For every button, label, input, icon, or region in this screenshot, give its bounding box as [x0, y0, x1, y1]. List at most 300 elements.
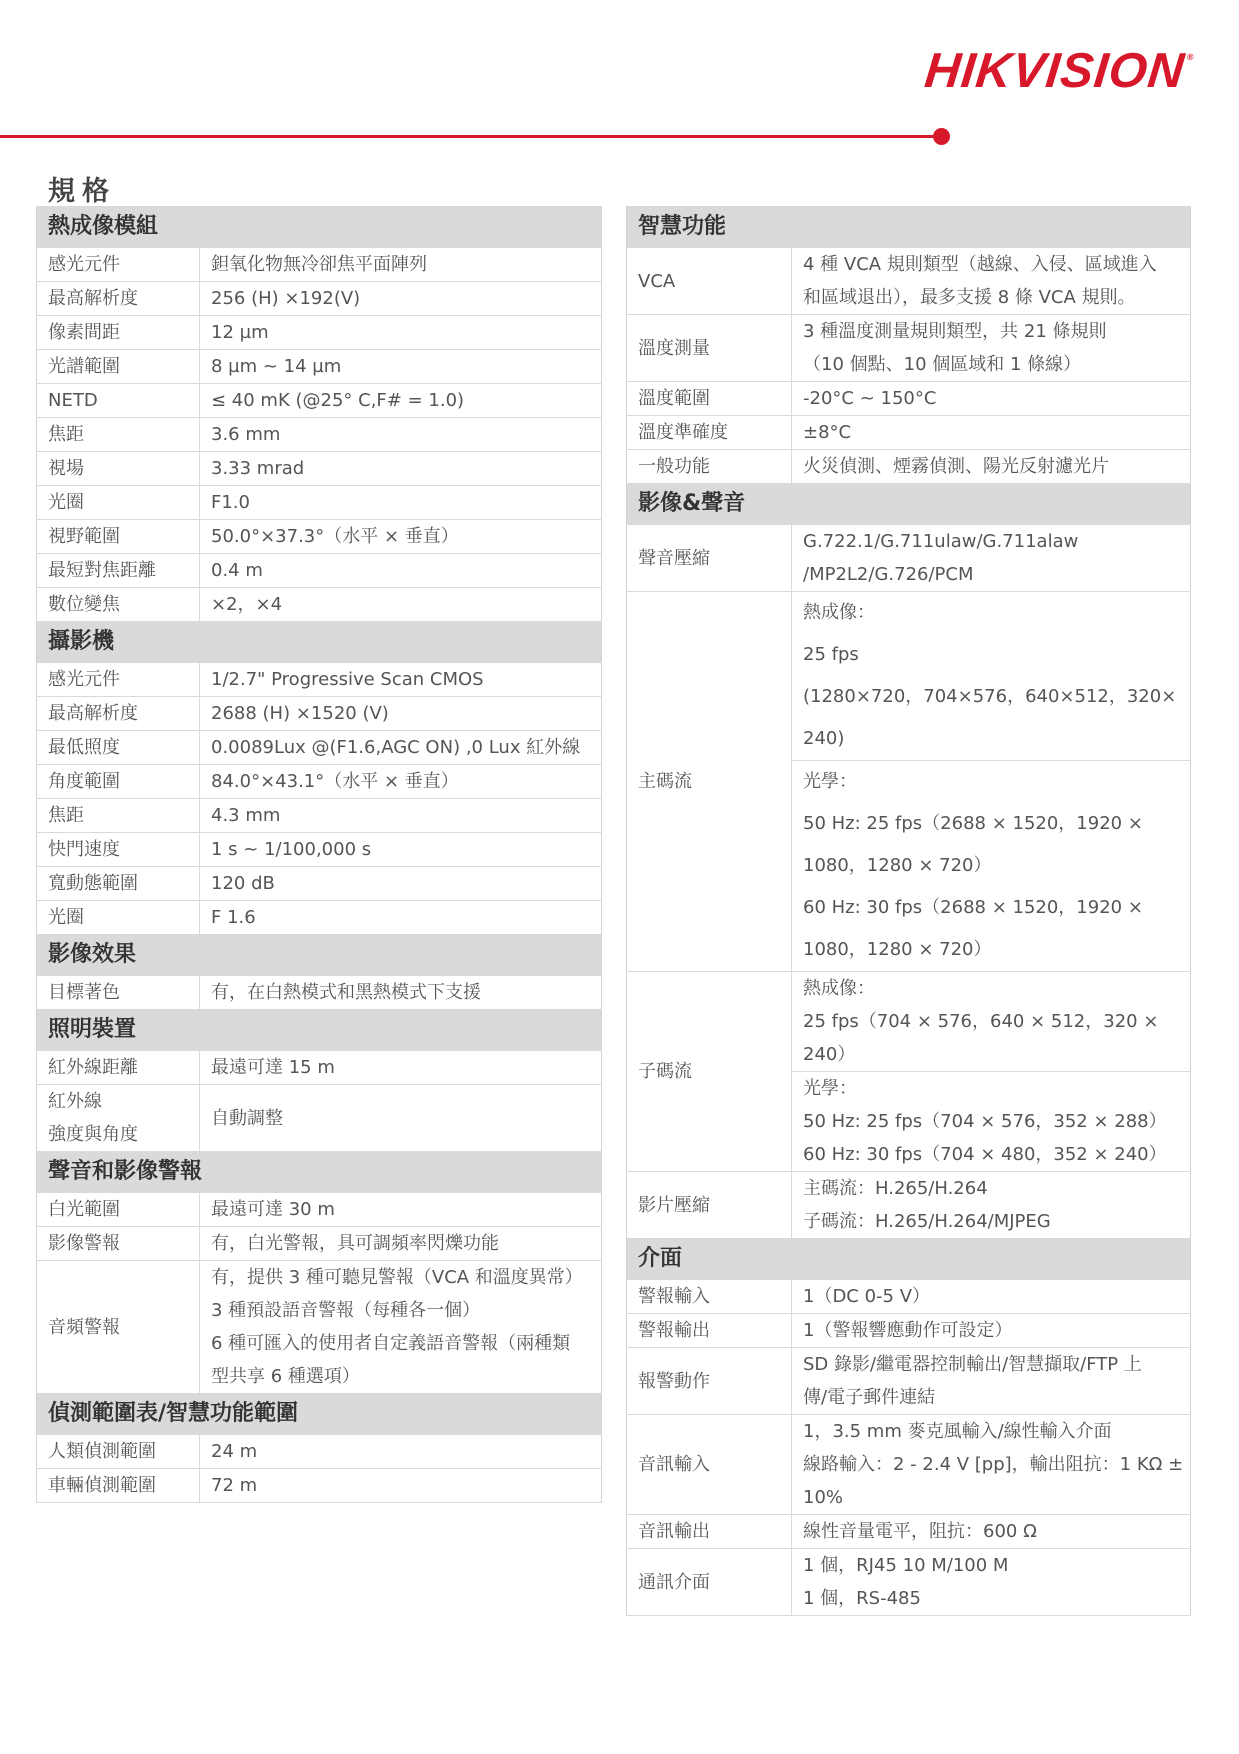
spec-value — [792, 1515, 1191, 1549]
spec-row — [37, 520, 602, 554]
header-rule — [0, 135, 933, 138]
spec-value-line: ≤ 40 mK (@25° C,F# = 1.0) — [211, 390, 465, 411]
spec-value-group — [792, 1172, 1190, 1238]
spec-label-line: 目標著色 — [48, 982, 120, 1003]
spec-value-group — [200, 1469, 601, 1502]
spec-label-line: 溫度範圍 — [638, 388, 710, 409]
spec-value-group — [792, 382, 1190, 415]
spec-row — [37, 1227, 602, 1261]
spec-value-line: ×2，×4 — [211, 594, 283, 615]
spec-label — [627, 248, 792, 315]
spec-value-line: 60 Hz: 30 fps（2688 × 1520，1920 × — [803, 897, 1143, 918]
spec-value — [200, 282, 602, 316]
spec-value-line: 1080，1280 × 720） — [803, 855, 992, 876]
spec-value-line: 最遠可達 15 m — [211, 1057, 335, 1078]
spec-value-group — [200, 1261, 601, 1393]
spec-value-line: 3 種溫度測量規則類型，共 21 條規則 — [803, 321, 1107, 342]
spec-value — [792, 1172, 1191, 1239]
spec-value-line: 1，3.5 mm 麥克風輸入/線性輸入介面 — [803, 1421, 1112, 1442]
spec-value-line: 有，在白熱模式和黑熱模式下支援 — [211, 982, 481, 1003]
spec-label-line: NETD — [48, 390, 98, 411]
spec-row — [627, 1280, 1191, 1314]
spec-value-group — [200, 350, 601, 383]
spec-value — [200, 520, 602, 554]
spec-value-line: 3.6 mm — [211, 424, 281, 445]
spec-row — [37, 554, 602, 588]
spec-row — [37, 799, 602, 833]
spec-row — [627, 1415, 1191, 1515]
spec-value-line: 1 個，RJ45 10 M/100 M — [803, 1555, 1009, 1576]
spec-label — [37, 418, 200, 452]
spec-row — [37, 697, 602, 731]
spec-label — [627, 1280, 792, 1314]
spec-label — [627, 382, 792, 416]
spec-row — [37, 316, 602, 350]
spec-value-group — [792, 972, 1190, 1071]
spec-value-group — [200, 765, 601, 798]
spec-value-group — [792, 1415, 1190, 1514]
spec-row — [37, 452, 602, 486]
spec-value-line: 和區域退出），最多支援 8 條 VCA 規則。 — [803, 287, 1136, 308]
spec-label-line: 溫度測量 — [638, 337, 710, 359]
spec-value — [200, 1193, 602, 1227]
spec-value-line: 24 m — [211, 1441, 258, 1462]
spec-row — [37, 976, 602, 1010]
spec-value-group — [200, 1193, 601, 1226]
spec-value — [792, 1348, 1191, 1415]
spec-value-group — [200, 452, 601, 485]
spec-value-line: 0.0089Lux @(F1.6,AGC ON) ,0 Lux 紅外線 — [211, 737, 581, 758]
spec-value-group — [200, 248, 601, 281]
spec-label-line: 快門速度 — [48, 839, 120, 860]
spec-value — [200, 248, 602, 282]
spec-row — [627, 1348, 1191, 1415]
spec-value-line: F1.0 — [211, 492, 250, 513]
spec-label-line: 白光範圍 — [48, 1199, 120, 1220]
spec-label-line: 視野範圍 — [48, 526, 120, 547]
spec-value-line: 型共享 6 種選項） — [211, 1366, 360, 1387]
section-title: 影像效果 — [37, 935, 602, 976]
spec-value — [200, 1469, 602, 1503]
spec-value-line: 50 Hz: 25 fps（2688 × 1520，1920 × — [803, 813, 1143, 834]
spec-value-line: 傳/電子郵件連結 — [803, 1387, 936, 1408]
spec-value — [200, 1435, 602, 1469]
spec-value-group — [792, 1071, 1190, 1171]
spec-value — [200, 588, 602, 622]
spec-value — [792, 1415, 1191, 1515]
spec-value-group — [200, 867, 601, 900]
spec-value-group — [200, 282, 601, 315]
spec-row — [627, 1549, 1191, 1616]
spec-value-line: -20°C ~ 150°C — [803, 388, 937, 409]
section-title: 影像&聲音 — [627, 484, 1191, 525]
section-title: 聲音和影像警報 — [37, 1152, 602, 1193]
spec-label-line: 通訊介面 — [638, 1571, 710, 1593]
spec-label-line: 感光元件 — [48, 254, 120, 275]
spec-value — [200, 833, 602, 867]
spec-row — [627, 1515, 1191, 1549]
spec-label-line: VCA — [638, 270, 676, 292]
spec-value-line: 50 Hz: 25 fps（704 × 576，352 × 288） — [803, 1111, 1167, 1132]
section-header — [627, 1239, 1191, 1280]
spec-value-group — [200, 1227, 601, 1260]
spec-value-line: 光學： — [803, 771, 857, 792]
spec-value-line: SD 錄影/繼電器控制輸出/智慧擷取/FTP 上 — [803, 1354, 1142, 1375]
spec-value-line: 熱成像： — [803, 602, 875, 623]
section-header — [37, 207, 602, 248]
section-header — [37, 1010, 602, 1051]
spec-label-line: 車輛偵測範圍 — [48, 1475, 156, 1496]
spec-value-line: 0.4 m — [211, 560, 263, 581]
spec-value — [200, 867, 602, 901]
spec-value-group — [792, 592, 1190, 760]
spec-value-group — [792, 450, 1190, 483]
spec-value-line: 25 fps — [803, 644, 859, 665]
section-header — [37, 622, 602, 663]
spec-label — [37, 452, 200, 486]
spec-value-line: （10 個點、10 個區域和 1 條線） — [803, 354, 1082, 375]
spec-label-line: 角度範圍 — [48, 771, 120, 792]
spec-label — [37, 901, 200, 935]
spec-value-line: 鉭氧化物無冷卻焦平面陣列 — [211, 254, 427, 275]
spec-row — [627, 972, 1191, 1172]
spec-label — [627, 1515, 792, 1549]
spec-value-line: 線路輸入：2 - 2.4 V [pp]，輸出阻抗：1 KΩ ± — [803, 1454, 1184, 1475]
spec-label — [37, 1193, 200, 1227]
spec-label — [37, 697, 200, 731]
spec-value-group — [200, 799, 601, 832]
spec-label — [37, 316, 200, 350]
spec-value-group — [200, 486, 601, 519]
spec-value-line: 1080，1280 × 720） — [803, 939, 992, 960]
spec-label — [627, 592, 792, 972]
spec-row — [627, 592, 1191, 972]
spec-value-line: 2688 (H) ×1520 (V) — [211, 703, 389, 724]
spec-row — [627, 248, 1191, 315]
spec-label-line: 影像警報 — [48, 1233, 120, 1254]
section-header — [627, 484, 1191, 525]
spec-value-line: (1280×720，704×576，640×512，320× — [803, 686, 1177, 707]
section-title: 偵測範圍表/智慧功能範圍 — [37, 1394, 602, 1435]
spec-label-line: 強度與角度 — [48, 1124, 138, 1145]
spec-label — [627, 315, 792, 382]
section-header — [37, 935, 602, 976]
spec-value-line: 6 種可匯入的使用者自定義語音警報（兩種類 — [211, 1333, 571, 1354]
spec-value-group — [792, 1549, 1190, 1615]
spec-value-group — [200, 554, 601, 587]
spec-label-line: 最短對焦距離 — [48, 560, 156, 581]
spec-value-line: 有，白光警報，具可調頻率閃爍功能 — [211, 1233, 499, 1254]
spec-value-group — [792, 760, 1190, 971]
spec-value-group — [200, 1435, 601, 1468]
spec-label-line: 警報輸入 — [638, 1286, 710, 1307]
spec-row — [627, 416, 1191, 450]
spec-table-right — [626, 206, 1191, 1616]
spec-row — [37, 1085, 602, 1152]
spec-value-line: 60 Hz: 30 fps（704 × 480，352 × 240） — [803, 1144, 1167, 1165]
spec-value-line: /MP2L2/G.726/PCM — [803, 564, 974, 585]
spec-value-line: 1/2.7" Progressive Scan CMOS — [211, 669, 484, 690]
spec-value-line: 光學： — [803, 1078, 857, 1099]
spec-row — [37, 1193, 602, 1227]
spec-label — [37, 799, 200, 833]
spec-value-line: 最遠可達 30 m — [211, 1199, 335, 1220]
spec-label-line: 音訊輸出 — [638, 1521, 710, 1542]
spec-label — [627, 1549, 792, 1616]
spec-value — [792, 972, 1191, 1172]
spec-row — [37, 282, 602, 316]
spec-value-line: 256 (H) ×192(V) — [211, 288, 361, 309]
spec-label — [37, 1085, 200, 1152]
spec-label — [37, 384, 200, 418]
spec-value-line: 120 dB — [211, 873, 275, 894]
spec-label — [37, 554, 200, 588]
spec-value — [200, 976, 602, 1010]
spec-row — [37, 486, 602, 520]
spec-value — [200, 765, 602, 799]
spec-value-group — [792, 1348, 1190, 1414]
spec-value — [792, 450, 1191, 484]
spec-label — [37, 976, 200, 1010]
spec-label — [627, 450, 792, 484]
spec-label-line: 音訊輸入 — [638, 1454, 710, 1475]
spec-value — [200, 486, 602, 520]
spec-label-line: 紅外線距離 — [48, 1057, 138, 1078]
spec-label — [37, 486, 200, 520]
spec-value-line: 熱成像： — [803, 978, 875, 999]
spec-value-group — [792, 315, 1190, 381]
spec-row — [37, 1051, 602, 1085]
spec-label-line: 報警動作 — [638, 1370, 710, 1392]
spec-label — [627, 525, 792, 592]
section-title: 攝影機 — [37, 622, 602, 663]
spec-value-group — [792, 525, 1190, 591]
spec-value — [792, 315, 1191, 382]
spec-value-line: 50.0°×37.3°（水平 × 垂直） — [211, 526, 459, 547]
spec-label-line: 一般功能 — [638, 456, 710, 477]
spec-label-line: 主碼流 — [638, 770, 692, 792]
spec-value-line: 84.0°×43.1°（水平 × 垂直） — [211, 771, 459, 792]
spec-value — [792, 382, 1191, 416]
spec-value-group — [200, 697, 601, 730]
spec-label-line: 像素間距 — [48, 322, 120, 343]
spec-value — [200, 554, 602, 588]
spec-value — [792, 416, 1191, 450]
spec-value — [200, 697, 602, 731]
spec-value-line: 子碼流：H.265/H.264/MJPEG — [803, 1211, 1051, 1232]
spec-value-line: 10% — [803, 1487, 844, 1508]
spec-row — [627, 382, 1191, 416]
spec-value-group — [792, 1280, 1190, 1313]
spec-value-group — [200, 316, 601, 349]
spec-value-line: 1（警報響應動作可設定） — [803, 1320, 1013, 1341]
spec-value-group — [792, 1515, 1190, 1548]
section-header — [37, 1394, 602, 1435]
section-title: 智慧功能 — [627, 207, 1191, 248]
spec-value-group — [792, 248, 1190, 314]
spec-label — [37, 833, 200, 867]
spec-row — [37, 663, 602, 697]
spec-label-line: 最高解析度 — [48, 288, 138, 309]
spec-row — [627, 315, 1191, 382]
spec-value-line: 1 個，RS-485 — [803, 1588, 921, 1609]
spec-value — [200, 901, 602, 935]
spec-label — [37, 282, 200, 316]
spec-label — [627, 972, 792, 1172]
spec-label — [627, 416, 792, 450]
spec-value-group — [200, 520, 601, 553]
spec-label-line: 焦距 — [48, 805, 84, 826]
spec-label-line: 音頻警報 — [48, 1316, 120, 1338]
section-title: 介面 — [627, 1239, 1191, 1280]
spec-value-group — [792, 416, 1190, 449]
spec-label — [37, 663, 200, 697]
spec-row — [37, 1261, 602, 1394]
spec-row — [37, 765, 602, 799]
spec-value — [792, 1549, 1191, 1616]
spec-value — [792, 525, 1191, 592]
spec-value — [200, 384, 602, 418]
spec-row — [37, 901, 602, 935]
spec-value-group — [200, 901, 601, 934]
spec-value — [200, 1051, 602, 1085]
spec-value — [200, 1085, 602, 1152]
spec-label — [627, 1348, 792, 1415]
hikvision-logo: HIKVISION® — [922, 44, 1195, 98]
spec-row — [37, 867, 602, 901]
spec-row — [37, 833, 602, 867]
spec-value-line: 4.3 mm — [211, 805, 281, 826]
spec-label-line: 最高解析度 — [48, 703, 138, 724]
spec-value-group — [792, 1314, 1190, 1347]
spec-value — [792, 248, 1191, 315]
spec-label — [37, 248, 200, 282]
spec-value-line: 72 m — [211, 1475, 258, 1496]
spec-value — [792, 592, 1191, 972]
spec-row — [37, 588, 602, 622]
section-header — [627, 207, 1191, 248]
spec-value-line: ±8°C — [803, 422, 852, 443]
spec-label — [37, 588, 200, 622]
section-header — [37, 1152, 602, 1193]
spec-row — [37, 731, 602, 765]
spec-value-line: 1 s ~ 1/100,000 s — [211, 839, 372, 860]
spec-row — [627, 1172, 1191, 1239]
spec-label — [37, 867, 200, 901]
spec-value-line: 8 µm ~ 14 µm — [211, 356, 342, 377]
spec-value-group — [200, 833, 601, 866]
section-title: 照明裝置 — [37, 1010, 602, 1051]
spec-value-group — [200, 663, 601, 696]
spec-value-group — [200, 418, 601, 451]
spec-label — [37, 1051, 200, 1085]
spec-label — [37, 1227, 200, 1261]
spec-label-line: 焦距 — [48, 424, 84, 445]
spec-value-group — [200, 1102, 601, 1135]
spec-value — [792, 1314, 1191, 1348]
spec-value-line: F 1.6 — [211, 907, 256, 928]
spec-value-line: 主碼流：H.265/H.264 — [803, 1178, 988, 1199]
spec-label — [627, 1415, 792, 1515]
spec-value-line: 自動調整 — [211, 1107, 283, 1129]
spec-value-group — [200, 976, 601, 1009]
spec-value-line: 有，提供 3 種可聽見警報（VCA 和溫度異常） — [211, 1267, 583, 1288]
spec-row — [627, 450, 1191, 484]
spec-label-line: 影片壓縮 — [638, 1194, 710, 1216]
spec-label-line: 子碼流 — [638, 1061, 692, 1082]
spec-label — [37, 1435, 200, 1469]
spec-label-line: 最低照度 — [48, 737, 120, 758]
spec-value-line: 25 fps（704 × 576，640 × 512，320 × — [803, 1011, 1159, 1032]
spec-value — [200, 799, 602, 833]
spec-label-line: 警報輸出 — [638, 1320, 710, 1341]
header-rule-dot — [933, 128, 950, 145]
spec-value-line: 火災偵測、煙霧偵測、陽光反射濾光片 — [803, 456, 1109, 477]
spec-row — [37, 418, 602, 452]
page-title: 規格 — [48, 176, 116, 207]
spec-value-line: 3 種預設語音警報（每種各一個） — [211, 1300, 481, 1321]
spec-label — [37, 350, 200, 384]
spec-value — [200, 1227, 602, 1261]
spec-label-line: 溫度準確度 — [638, 422, 728, 443]
spec-value-line: 240) — [803, 728, 845, 749]
spec-row — [37, 350, 602, 384]
spec-value-group — [200, 1051, 601, 1084]
spec-value — [200, 418, 602, 452]
spec-label-line: 寬動態範圍 — [48, 873, 138, 894]
spec-value-line: 4 種 VCA 規則類型（越線、入侵、區域進入 — [803, 254, 1157, 275]
spec-label — [627, 1172, 792, 1239]
spec-value-line: 12 µm — [211, 322, 269, 343]
spec-row — [627, 525, 1191, 592]
spec-value — [200, 452, 602, 486]
spec-label — [37, 1469, 200, 1503]
spec-value-line: 3.33 mrad — [211, 458, 305, 479]
spec-value — [200, 316, 602, 350]
spec-value — [200, 731, 602, 765]
spec-value — [200, 663, 602, 697]
spec-label — [37, 731, 200, 765]
spec-label — [37, 1261, 200, 1394]
spec-row — [37, 248, 602, 282]
spec-label-line: 光圈 — [48, 907, 84, 928]
spec-value-line: 240） — [803, 1044, 856, 1065]
spec-label-line: 感光元件 — [48, 669, 120, 690]
spec-value-line: G.722.1/G.711ulaw/G.711alaw — [803, 531, 1079, 552]
spec-value-group — [200, 384, 601, 417]
spec-label-line: 人類偵測範圍 — [48, 1441, 156, 1462]
section-title: 熱成像模組 — [37, 207, 602, 248]
spec-label-line: 光圈 — [48, 492, 84, 513]
spec-label — [37, 520, 200, 554]
spec-value-line: 線性音量電平，阻抗：600 Ω — [803, 1521, 1037, 1542]
spec-label — [627, 1314, 792, 1348]
spec-table-left — [36, 206, 602, 1503]
spec-value-group — [200, 588, 601, 621]
spec-value — [792, 1280, 1191, 1314]
spec-label-line: 紅外線 — [48, 1091, 102, 1112]
spec-row — [627, 1314, 1191, 1348]
spec-row — [37, 1469, 602, 1503]
spec-label-line: 視場 — [48, 458, 84, 479]
spec-label-line: 數位變焦 — [48, 594, 120, 615]
spec-label-line: 聲音壓縮 — [638, 547, 710, 569]
spec-label-line: 光譜範圍 — [48, 356, 120, 377]
spec-value-line: 1（DC 0-5 V） — [803, 1286, 931, 1307]
spec-value — [200, 350, 602, 384]
spec-row — [37, 384, 602, 418]
spec-label — [37, 765, 200, 799]
